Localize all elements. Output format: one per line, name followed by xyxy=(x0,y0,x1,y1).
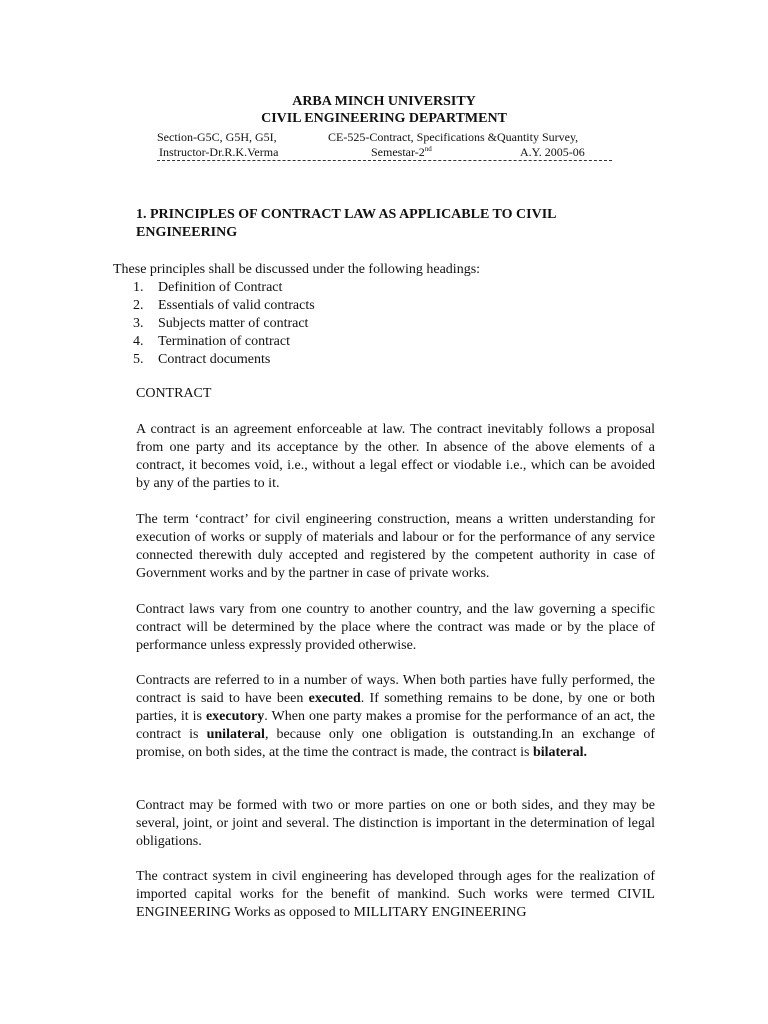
list-item-number: 3. xyxy=(133,316,144,331)
university-title: ARBA MINCH UNIVERSITY xyxy=(292,94,476,109)
intro-text: These principles shall be discussed under the following headings: xyxy=(113,262,481,277)
paragraph-definition: A contract is an agreement enforceable at law. The contract inevitably follows a proposal from one party and its acceptance by the other. In absence of the above elements of a contract, it becomes void, i.e., without a legal effect or viodable i.e., which can be avoided by any of the parties to it. xyxy=(136,422,655,491)
text-run: Contracts are referred to in a number of ways. When both parties have fully performed, the contract is said to have been xyxy=(136,673,655,706)
list-item-label: Definition of Contract xyxy=(158,280,283,295)
list-item-number: 5. xyxy=(133,352,144,367)
course-info: CE-525-Contract, Specifications &Quantity Survey, xyxy=(328,130,579,144)
semester-info xyxy=(371,145,432,160)
list-item xyxy=(133,297,315,315)
academic-year-info: A.Y. 2005-06 xyxy=(520,145,585,159)
term-executory: executory xyxy=(205,709,265,724)
list-item xyxy=(133,279,315,297)
list-item xyxy=(133,315,315,333)
list-item-number: 2. xyxy=(133,298,144,313)
section-info: Section-G5C, G5H, G5I, xyxy=(157,130,277,144)
semester-sup: nd xyxy=(424,145,432,153)
term-executed: executed xyxy=(308,691,361,706)
paragraph-laws: Contract laws vary from one country to another country, and the law governing a specific contract will be determined by the place where the contract was made or by the place of performance unless expressly provided otherwise. xyxy=(136,602,655,653)
instructor-info: Instructor-Dr.R.K.Verma xyxy=(159,145,279,159)
section-heading: 1. PRINCIPLES OF CONTRACT LAW AS APPLICABLE TO CIVIL ENGINEERING xyxy=(136,207,556,240)
paragraph-term: The term ‘contract’ for civil engineering construction, means a written understanding for execution of works or supply of materials and labour or for the performance of any service connected therewith duly accepted and registered by the competent authority in case of Government works and by the partner in case of private works. xyxy=(136,512,655,581)
term-unilateral: unilateral xyxy=(206,727,265,742)
list-item-number: 1. xyxy=(133,280,144,295)
list-item-label: Essentials of valid contracts xyxy=(158,298,315,313)
list-item-label: Contract documents xyxy=(158,352,271,367)
paragraph-parties: Contract may be formed with two or more parties on one or both sides, and they may be several, joint, or joint and several. The distinction is important in the determination of legal obligations. xyxy=(136,798,655,849)
contract-heading: CONTRACT xyxy=(136,386,212,401)
list-item xyxy=(133,333,315,351)
headings-list xyxy=(133,279,315,369)
semester-text: Semestar-2 xyxy=(371,145,425,159)
text-run: . If something remains to be done, by one or both parties, it is xyxy=(136,691,655,724)
list-item xyxy=(133,351,315,369)
list-item-number: 4. xyxy=(133,334,144,349)
paragraph-system: The contract system in civil engineering has developed through ages for the realization of imported capital works for the benefit of mankind. Such works were termed CIVIL ENGINEERING Works as opposed to MILLITARY ENGINEERING xyxy=(136,869,655,920)
paragraph-types xyxy=(136,672,655,762)
term-bilateral: bilateral. xyxy=(532,745,587,760)
list-item-label: Termination of contract xyxy=(158,334,290,349)
text-run: , because only one obligation is outstanding.In an exchange of promise, on both sides, at the time the contract is made, the contract is xyxy=(136,727,656,760)
department-title: CIVIL ENGINEERING DEPARTMENT xyxy=(261,111,507,126)
header-divider xyxy=(157,160,612,161)
list-item-label: Subjects matter of contract xyxy=(158,316,309,331)
text-run: . When one party makes a promise for the performance of an act, the contract is xyxy=(136,709,655,742)
